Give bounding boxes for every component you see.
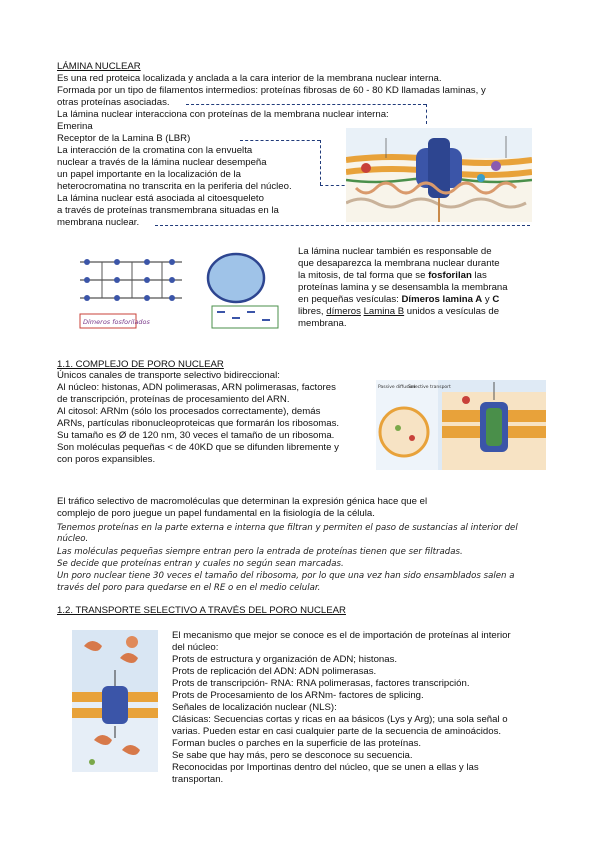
- text-line: Formada por un tipo de filamentos intermedios: proteínas fibrosas de 60 - 80 KD llamadas laminas, y: [57, 85, 486, 96]
- text-line: del núcleo:: [172, 642, 219, 653]
- text-line: Es una red proteica localizada y anclada a la cara interior de la membrana nuclear interna.: [57, 73, 442, 84]
- text-line: Prots de transcripción- RNA: RNA polimerasas, factores transcripción.: [172, 678, 470, 689]
- figure-label: Dímeros fosforilados: [83, 318, 150, 326]
- text-line: La lámina nuclear también es responsable de: [298, 246, 492, 257]
- note-line: Las moléculas pequeñas siempre entran pero la entrada de proteínas tienen que ser filtradas.: [57, 547, 463, 557]
- text-fragment: la mitosis, de tal forma que se: [298, 270, 429, 281]
- keyword-dimeros: dímeros: [326, 306, 361, 317]
- keyword-dimeros-a: Dímeros lamina A: [401, 294, 483, 305]
- text-line: [298, 270, 487, 281]
- note-line: Se decide que proteínas entran y cuales no según sean marcadas.: [57, 559, 344, 569]
- keyword-c: C: [492, 294, 500, 305]
- text-line: La interacción de la cromatina con la envuelta: [57, 145, 253, 156]
- keyword-lamina-b: Lamina B: [363, 306, 405, 317]
- text-line: Receptor de la Lamina B (LBR): [57, 133, 191, 144]
- text-line: [298, 306, 499, 317]
- text-line: de transcripción, proteínas de procesamiento del ARN.: [57, 394, 290, 405]
- text-line: nuclear a través de la lámina nuclear desempeña: [57, 157, 267, 168]
- annotation-line: [186, 104, 426, 105]
- text-line: Únicos canales de transporte selectivo bidireccional:: [57, 370, 280, 381]
- text-line: proteínas lamina y se desensambla la membrana: [298, 282, 508, 293]
- text-line: Señales de localización nuclear (NLS):: [172, 702, 337, 713]
- figure-lamina-disassembly: [72, 250, 282, 334]
- note-line: través del poro para quedarse en el RE o en el medio celular.: [57, 583, 321, 593]
- note-line: Un poro nuclear tiene 30 veces el tamaño del ribosoma, por lo que una vez han sido ensamblados salen a: [57, 571, 515, 581]
- text-line: El mecanismo que mejor se conoce es el de importación de proteínas al interior: [172, 630, 511, 641]
- text-line: Prots de estructura y organización de ADN; histonas.: [172, 654, 398, 665]
- text-line: Forman bucles o parches en la superficie de las proteínas.: [172, 738, 422, 749]
- annotation-line: [426, 104, 427, 124]
- text-line: con poros expansibles.: [57, 454, 156, 465]
- text-line: [298, 294, 499, 305]
- text-fragment: en pequeñas vesículas:: [298, 294, 402, 305]
- text-fragment: y: [482, 294, 493, 305]
- text-line: a través de proteínas transmembrana situadas en la: [57, 205, 279, 216]
- annotation-line: [240, 140, 320, 141]
- text-line: Prots de Procesamiento de los ARNm- factores de splicing.: [172, 690, 424, 701]
- text-line: La lámina nuclear está asociada al citoesqueleto: [57, 193, 264, 204]
- text-line: Son moléculas pequeñas < de 40KD que se difunden libremente y: [57, 442, 339, 453]
- note-line: núcleo.: [57, 534, 89, 544]
- mitosis-paragraph: [298, 246, 543, 336]
- figure-protein-import: [72, 630, 158, 772]
- figure-label: Selective transport: [408, 385, 451, 390]
- text-fragment: unidos a vesículas de: [404, 306, 500, 317]
- text-line: que desaparezca la membrana nuclear durante: [298, 258, 500, 269]
- text-line: Se sabe que hay más, pero se desconoce su secuencia.: [172, 750, 413, 761]
- text-line: La lámina nuclear interacciona con proteínas de la membrana nuclear interna:: [57, 109, 389, 120]
- section-title: 1.1. COMPLEJO DE PORO NUCLEAR: [57, 359, 224, 370]
- text-line: membrana.: [298, 318, 347, 329]
- text-line: Su tamaño es Ø de 120 nm, 30 veces el tamaño de un ribosoma.: [57, 430, 335, 441]
- text-line: Al núcleo: histonas, ADN polimerasas, ARN polimerasas, factores: [57, 382, 336, 393]
- text-line: un papel importante en la localización de la: [57, 169, 242, 180]
- text-line: Reconocidas por Importinas dentro del núcleo, que se unen a ellas y las: [172, 762, 479, 773]
- text-line: complejo de poro juegue un papel fundamental en la fisiología de la célula.: [57, 508, 375, 519]
- text-fragment: las: [471, 270, 487, 281]
- section-title-transporte: 1.2. TRANSPORTE SELECTIVO A TRAVÉS DEL PORO NUCLEAR: [57, 605, 346, 616]
- keyword-fosforilan: fosforilan: [428, 270, 472, 281]
- text-line: heterocromatina no transcrita en la periferia del núcleo.: [57, 181, 292, 192]
- annotation-line: [155, 225, 530, 226]
- section-trafico: [57, 496, 547, 596]
- section-title: LÁMINA NUCLEAR: [57, 61, 141, 72]
- annotation-line: [320, 140, 321, 185]
- figure-label: Passive diffusion: [378, 385, 416, 390]
- text-line: Emerina: [57, 121, 93, 132]
- text-line: Prots de replicación del ADN: ADN polimerasas.: [172, 666, 377, 677]
- section-transporte: [172, 630, 547, 785]
- text-line: Al citosol: ARNm (sólo los procesados correctamente), demás: [57, 406, 321, 417]
- text-line: membrana nuclear.: [57, 217, 140, 228]
- text-line: otras proteínas asociadas.: [57, 97, 170, 108]
- text-line: Clásicas: Secuencias cortas y ricas en aa básicos (Lys y Arg); una sola señal o: [172, 714, 508, 725]
- note-line: Tenemos proteínas en la parte externa e interna que filtran y permiten el paso de sustancias al interior del: [57, 523, 518, 533]
- text-line: varias. Pueden estar en casi cualquier parte de la secuencia de aminoácidos.: [172, 726, 502, 737]
- text-fragment: libres,: [298, 306, 327, 317]
- figure-nuclear-lamina: [346, 128, 532, 222]
- text-line: ARNs, partículas ribonucleoproteicas que formarán los ribosomas.: [57, 418, 340, 429]
- text-line: transportan.: [172, 774, 224, 785]
- section-complejo-poro: [57, 359, 377, 469]
- text-line: El tráfico selectivo de macromoléculas que determinan la expresión génica hace que el: [57, 496, 428, 507]
- figure-pore-transport: [376, 380, 546, 470]
